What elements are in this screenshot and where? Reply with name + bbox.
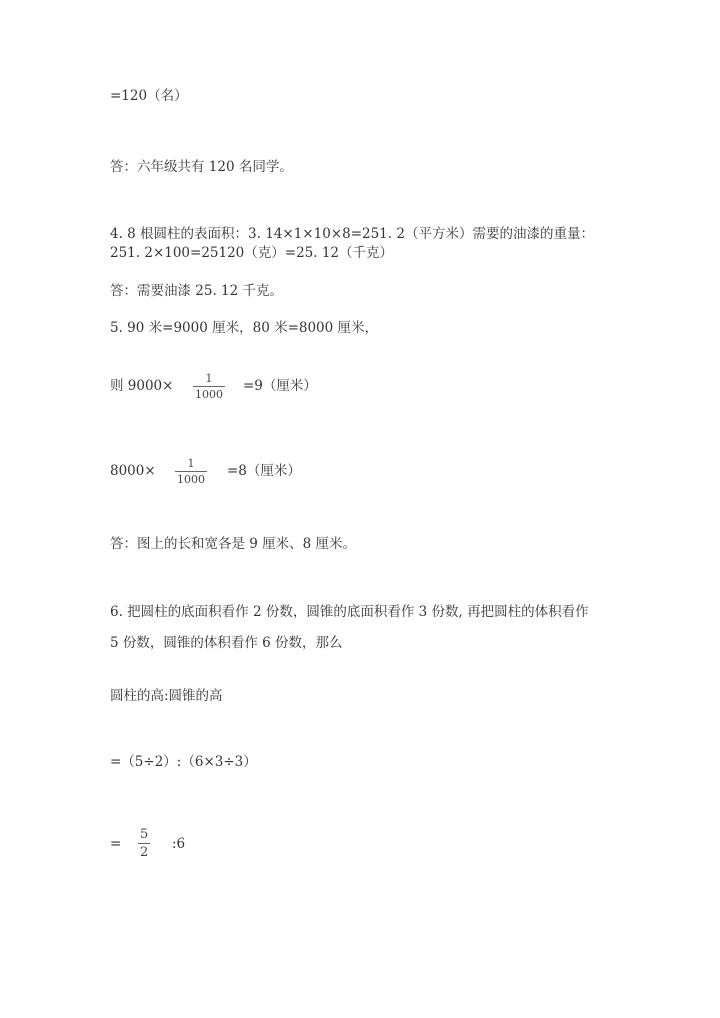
ratio-right-6: :6 bbox=[172, 836, 186, 852]
fraction-denominator: 1000 bbox=[177, 473, 205, 486]
answer-map-size: 答：图上的长和宽各是 9 厘米、8 厘米。 bbox=[110, 536, 357, 552]
fraction-numerator: 1 bbox=[205, 372, 213, 385]
fraction-1-1000-a bbox=[193, 372, 225, 401]
fraction-numerator: 5 bbox=[140, 827, 149, 842]
fraction-5-2 bbox=[138, 827, 150, 860]
fraction-bar bbox=[175, 471, 207, 472]
fraction-bar bbox=[193, 386, 225, 387]
calc-8000-left: 8000× bbox=[110, 463, 156, 479]
fraction-numerator: 1 bbox=[187, 457, 195, 470]
calc-8000-result: =8（厘米） bbox=[227, 463, 301, 479]
problem-4-line-1: 4. 8 根圆柱的表面积：3. 14×1×10×8=251. 2（平方米）需要的油漆的重量： bbox=[110, 226, 594, 242]
problem-6-line-1: 6. 把圆柱的底面积看作 2 份数，圆锥的底面积看作 3 份数, 再把圆柱的体积看作 bbox=[110, 604, 589, 620]
fraction-denominator: 2 bbox=[140, 845, 149, 860]
answer-sixth-grade: 答：六年级共有 120 名同学。 bbox=[110, 159, 293, 175]
calc-9000-left: 则 9000× bbox=[110, 378, 174, 394]
calc-9000-result: =9（厘米） bbox=[243, 378, 317, 394]
problem-6-line-2: 5 份数，圆锥的体积看作 6 份数，那么 bbox=[110, 635, 343, 651]
fraction-denominator: 1000 bbox=[195, 388, 223, 401]
fraction-1-1000-b bbox=[175, 457, 207, 486]
fraction-bar bbox=[138, 843, 150, 844]
answer-paint: 答：需要油漆 25. 12 千克。 bbox=[110, 283, 284, 299]
problem-5-line-1: 5. 90 米=9000 厘米，80 米=8000 厘米， bbox=[110, 320, 379, 336]
equation-result-120: =120（名） bbox=[110, 88, 188, 104]
height-ratio-expression: =（5÷2）:（6×3÷3） bbox=[110, 754, 257, 770]
height-ratio-label: 圆柱的高:圆锥的高 bbox=[110, 688, 223, 704]
ratio-equals: = bbox=[110, 836, 122, 852]
problem-4-line-2: 251. 2×100=25120（克）=25. 12（千克） bbox=[110, 245, 394, 261]
